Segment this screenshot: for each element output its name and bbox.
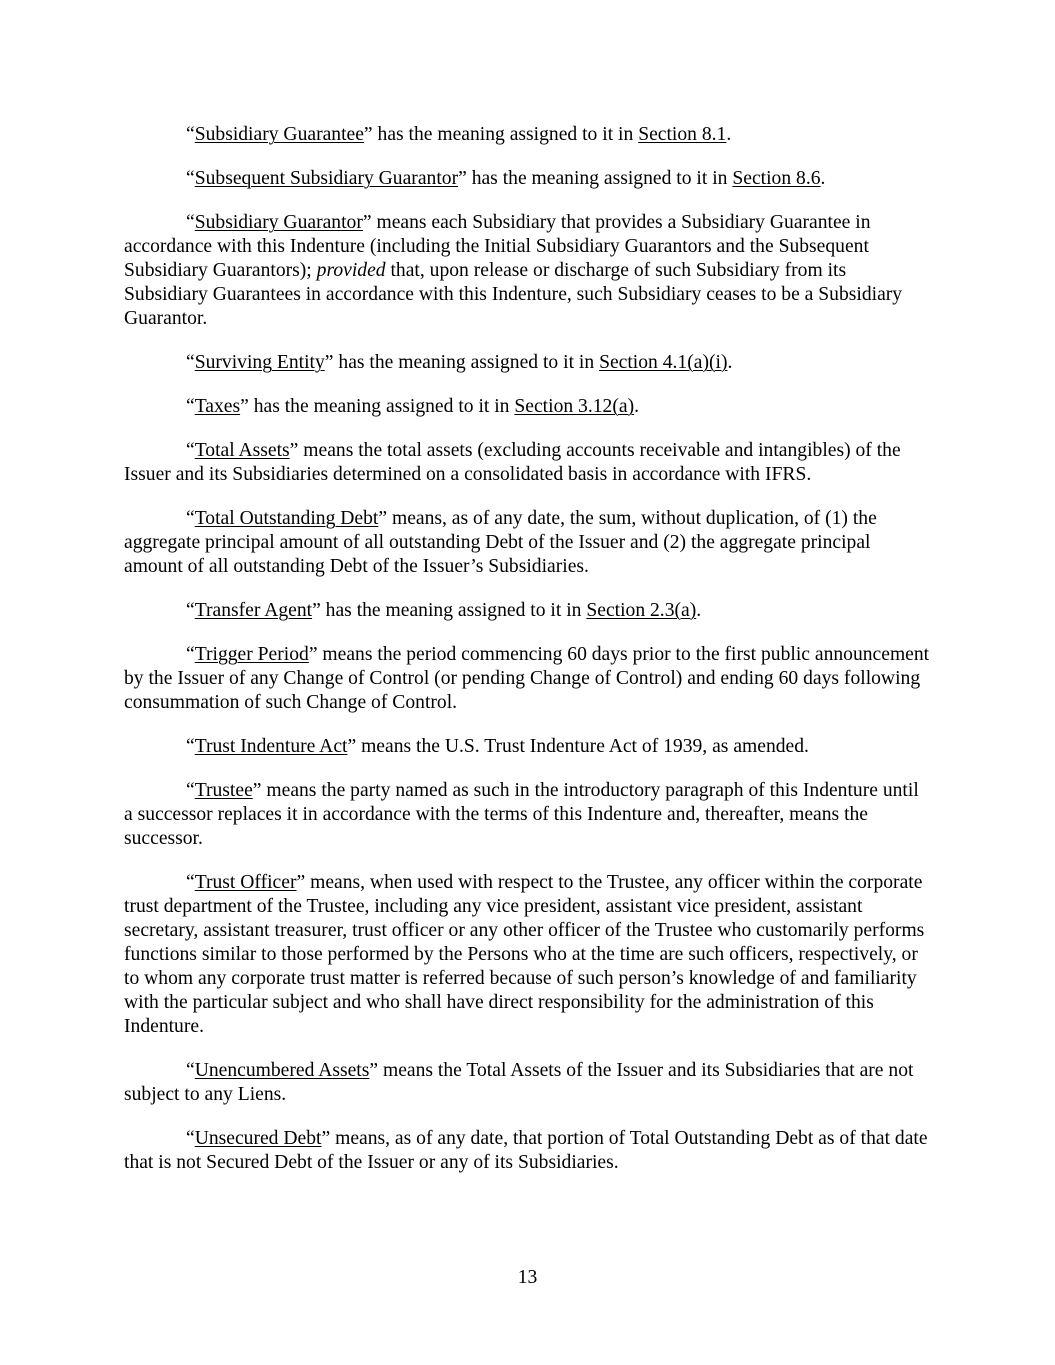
defined-term: Total Assets (194, 440, 290, 461)
definition-unencumbered-assets (124, 1059, 930, 1107)
definition-text: ” has the meaning assigned to it in (312, 600, 587, 621)
definition-surviving-entity (124, 351, 930, 375)
definition-text: “ (186, 124, 195, 145)
defined-term: Transfer Agent (194, 600, 313, 621)
defined-term: Unencumbered Assets (194, 1060, 370, 1081)
definition-text: “ (186, 644, 195, 665)
definition-text: ” means, as of any date, the sum, without duplication, of (1) the aggregate principal amount of all outstanding Debt of the Issuer and (2) the aggregate principal amount of all outstanding Debt of the Issuer’s Subsidiaries. (124, 508, 877, 577)
section-reference: Section 8.6 (732, 168, 821, 189)
section-reference: Section 3.12(a) (514, 396, 635, 417)
definition-text: “ (186, 780, 195, 801)
definition-trust-officer (124, 871, 930, 1039)
section-reference: Section 2.3(a) (586, 600, 697, 621)
defined-term: Taxes (194, 396, 241, 417)
page-number: 13 (517, 1267, 538, 1288)
definition-text: ” has the meaning assigned to it in (363, 124, 639, 145)
definition-text: ” means each Subsidiary that provides a Subsidiary Guarantee in accordance with this Indenture (including the Initial Subsidiary Guarantors and the Subsequent Subsidiary Guarantors); (124, 212, 871, 281)
definition-text: that, upon release or discharge of such Subsidiary from its Subsidiary Guarantees in accordance with this Indenture, such Subsidiary ceases to be a Subsidiary Guarantor. (124, 260, 903, 329)
definitions-list (124, 123, 930, 1175)
definition-text: ” means the total assets (excluding accounts receivable and intangibles) of the Issuer and its Subsidiaries determined on a consolidated basis in accordance with IFRS. (124, 440, 901, 485)
definition-unsecured-debt (124, 1127, 930, 1175)
emphasized-text: provided (316, 260, 386, 281)
document-body (124, 123, 930, 1195)
definition-text: “ (186, 600, 195, 621)
defined-term: Total Outstanding Debt (194, 508, 379, 529)
section-reference: Section 8.1 (638, 124, 727, 145)
definition-text: “ (186, 212, 195, 233)
definition-transfer-agent (124, 599, 930, 623)
definition-text: ” means the Total Assets of the Issuer and its Subsidiaries that are not subject to any Liens. (124, 1060, 914, 1105)
definition-text: ” means the party named as such in the introductory paragraph of this Indenture until a successor replaces it in accordance with the terms of this Indenture and, thereafter, means the successor. (124, 780, 919, 849)
section-reference: Section 4.1(a)(i) (599, 352, 728, 373)
definition-trust-indenture-act (124, 735, 930, 759)
definition-text: ” means, as of any date, that portion of Total Outstanding Debt as of that date that is not Secured Debt of the Issuer or any of its Subsidiaries. (124, 1128, 928, 1173)
definition-text: . (634, 396, 640, 417)
defined-term: Trust Indenture Act (194, 736, 348, 757)
definition-text: . (727, 352, 733, 373)
defined-term: Trigger Period (194, 644, 309, 665)
definition-text: “ (186, 396, 195, 417)
definition-text: “ (186, 168, 195, 189)
definition-text: “ (186, 440, 195, 461)
defined-term: Unsecured Debt (194, 1128, 322, 1149)
definition-total-assets (124, 439, 930, 487)
definition-text: ” means the U.S. Trust Indenture Act of 1939, as amended. (347, 736, 809, 757)
definition-subsidiary-guarantee (124, 123, 930, 147)
definition-text: ” has the meaning assigned to it in (324, 352, 600, 373)
definition-trustee (124, 779, 930, 851)
definition-subsequent-subsidiary-guarantor (124, 167, 930, 191)
definition-total-outstanding-debt (124, 507, 930, 579)
definition-subsidiary-guarantor (124, 211, 930, 331)
defined-term: Surviving Entity (194, 352, 325, 373)
defined-term: Subsidiary Guarantee (194, 124, 364, 145)
definition-text: . (726, 124, 732, 145)
definition-text: . (696, 600, 702, 621)
definition-text: ” means, when used with respect to the Trustee, any officer within the corporate trust department of the Trustee, including any vice president, assistant vice president, assistant secretary, assistant treasurer, trust officer or any other officer of the Trustee who customarily performs functions similar to those performed by the Persons who at the time are such officers, respectively, or to whom any corporate trust matter is referred because of such person’s knowledge of and familiarity with the particular subject and who shall have direct responsibility for the administration of this Indenture. (124, 872, 925, 1037)
definition-text: “ (186, 1060, 195, 1081)
definition-text: “ (186, 508, 195, 529)
definition-text: “ (186, 736, 195, 757)
definition-taxes (124, 395, 930, 419)
definition-text: “ (186, 872, 195, 893)
defined-term: Subsequent Subsidiary Guarantor (194, 168, 459, 189)
definition-text: “ (186, 352, 195, 373)
defined-term: Trustee (194, 780, 253, 801)
definition-text: . (820, 168, 826, 189)
definition-text: ” has the meaning assigned to it in (458, 168, 733, 189)
definition-text: ” has the meaning assigned to it in (240, 396, 515, 417)
definition-text: ” means the period commencing 60 days prior to the first public announcement by the Issuer of any Change of Control (or pending Change of Control) and ending 60 days following consummation of such Change of Control. (124, 644, 930, 713)
definition-text: “ (186, 1128, 195, 1149)
defined-term: Subsidiary Guarantor (194, 212, 363, 233)
definition-trigger-period (124, 643, 930, 715)
defined-term: Trust Officer (194, 872, 297, 893)
